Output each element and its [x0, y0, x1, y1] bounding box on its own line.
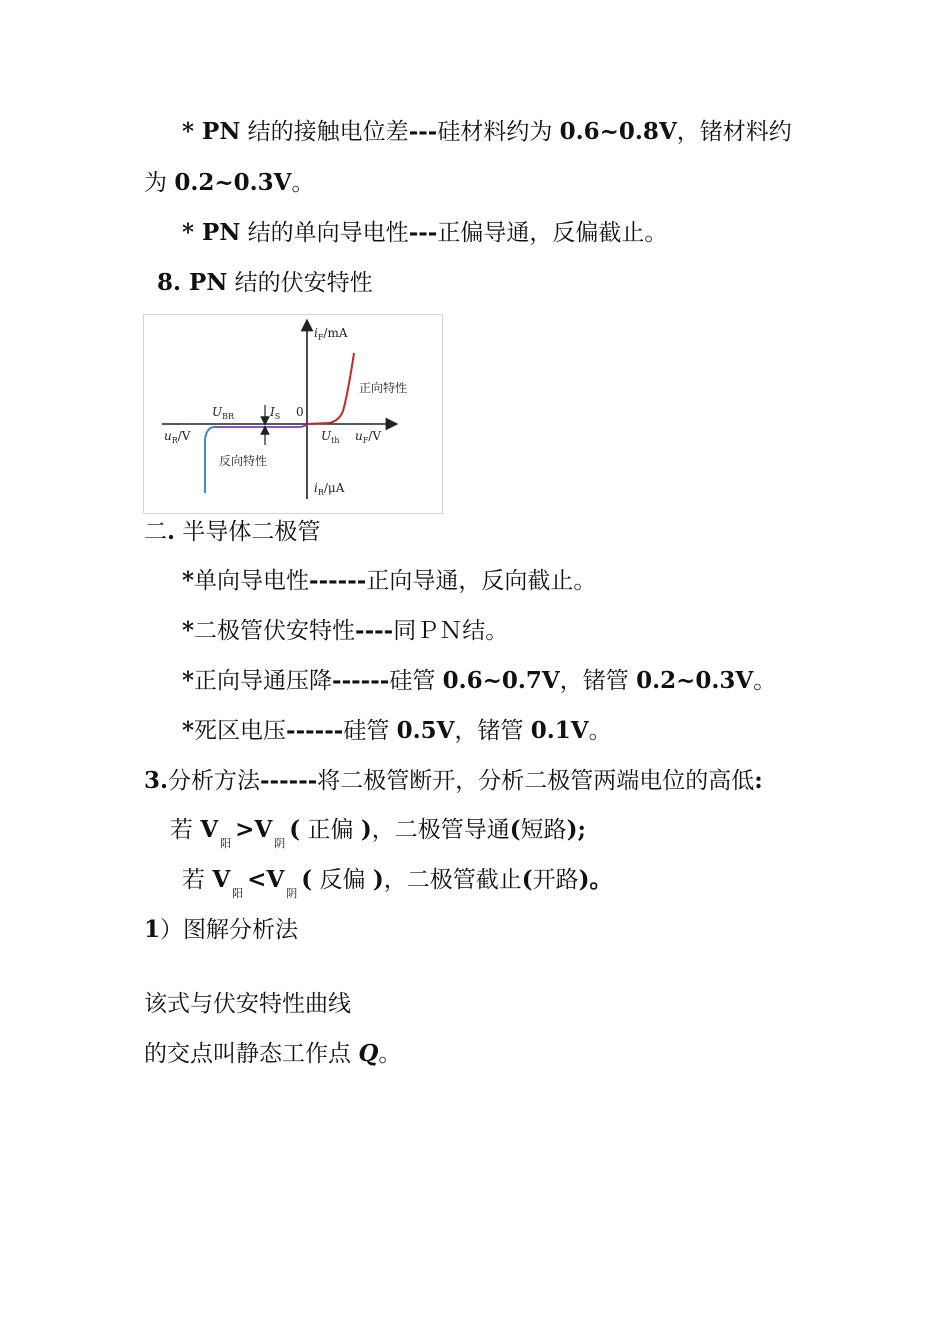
text: 。: [378, 1041, 402, 1067]
star: *: [182, 567, 195, 594]
para-dead-zone: [182, 716, 612, 746]
v-anode: V: [200, 816, 219, 843]
star: *: [182, 667, 195, 694]
text: 半导体二极管: [175, 519, 321, 545]
q-point: Q: [358, 1040, 379, 1067]
y-bottom-label: $i_R/\mu A$: [314, 481, 345, 497]
para-reverse-bias: [182, 865, 612, 899]
star: *: [182, 617, 195, 644]
origin-label: 0: [296, 405, 304, 419]
uf-axis-label: $u_F/V$: [355, 429, 382, 445]
value: 0.1V: [530, 717, 589, 744]
paren: (: [509, 816, 521, 843]
reverse-flat-curve: [214, 425, 307, 427]
dash: ------: [286, 717, 344, 744]
forward-characteristic-label: 正向特性: [359, 381, 408, 395]
text: 。: [588, 718, 612, 744]
text: 死区电压: [194, 718, 287, 744]
text: 该式与伏安特性曲线: [144, 991, 351, 1017]
cathode-sub: 阴: [286, 887, 298, 900]
uth-label: $U_{th}$: [321, 429, 340, 445]
text: 若: [170, 817, 201, 843]
para-analysis-method: [144, 766, 763, 796]
reverse-characteristic-label: 反向特性: [219, 454, 268, 468]
text: 。: [291, 170, 315, 196]
paren: ): [360, 816, 372, 843]
dash: ------: [260, 767, 318, 794]
paren: (: [521, 866, 533, 893]
para-pn-contact-potential-cont: [144, 168, 314, 198]
colon: :: [754, 767, 763, 794]
value: 0.6~0.7V: [442, 667, 560, 694]
text: 结的单向导电性: [240, 220, 409, 246]
text: 正向导通压降: [194, 668, 333, 694]
cathode-sub: 阴: [274, 837, 286, 850]
v-anode: V: [212, 866, 231, 893]
text: 同ＰＮ结。: [393, 618, 509, 644]
anode-sub: 阳: [220, 837, 232, 850]
star: *: [182, 717, 195, 744]
text: 硅管: [389, 668, 443, 694]
section-heading-diode: [144, 517, 320, 547]
value: 0.5V: [396, 717, 455, 744]
text: 为: [144, 170, 175, 196]
text: 正偏: [300, 817, 361, 843]
text: ）图解分析法: [160, 917, 299, 943]
value: 0.2~0.3V: [636, 667, 754, 694]
paren: );: [566, 816, 586, 843]
para-intersection-2: [144, 1039, 401, 1069]
bullet: *: [182, 219, 203, 246]
para-forward-drop: [182, 666, 776, 696]
dash: ------: [332, 667, 390, 694]
text: 二极管伏安特性: [194, 618, 356, 644]
text: ，二极管导通: [371, 817, 510, 843]
text: 正向导通，反向截止。: [366, 568, 597, 594]
text: 单向导电性: [194, 568, 310, 594]
anode-sub: 阳: [232, 887, 244, 900]
text: 将二极管断开，分析二极管两端电位的高低: [317, 768, 755, 794]
paren: (: [301, 866, 313, 893]
dash: ------: [309, 567, 367, 594]
bullet: *: [182, 118, 203, 145]
pn-term: PN: [202, 219, 241, 246]
dot: .: [167, 518, 176, 545]
text: 。: [753, 668, 777, 694]
text: 结的伏安特性: [227, 270, 373, 296]
comparison: >V: [235, 816, 273, 843]
para-diode-unidirectional: [182, 566, 596, 596]
pn-term: PN: [202, 118, 241, 145]
paren: (: [289, 816, 301, 843]
text: ，锗管: [454, 718, 531, 744]
text: 正偏导通，反偏截止。: [437, 220, 668, 246]
vi-curve-diagram: [144, 315, 442, 513]
text: ，锗管: [559, 668, 637, 694]
dash: ---: [408, 219, 438, 246]
comparison: <V: [247, 866, 285, 893]
paren: ): [372, 866, 384, 893]
value: 0.2~0.3V: [174, 169, 292, 196]
value: 0.6~0.8V: [559, 118, 677, 145]
text: 若: [182, 867, 213, 893]
para-intersection-1: [144, 989, 351, 1019]
breakdown-curve: [205, 427, 214, 493]
text: 反偏: [312, 867, 373, 893]
text: 硅管: [343, 718, 397, 744]
section-number: 8. PN: [157, 269, 228, 296]
is-label: $I_S$: [270, 405, 281, 421]
dash: ----: [355, 617, 394, 644]
ubr-label: $U_{BR}$: [212, 405, 235, 421]
text: 硅材料约为: [437, 119, 560, 145]
forward-curve: [307, 353, 354, 424]
section-heading-pn-vi: [157, 268, 373, 298]
text: 短路: [520, 817, 567, 843]
text: 的交点叫静态工作点: [144, 1041, 359, 1067]
para-graphical-method: [144, 915, 298, 945]
dash: ---: [408, 118, 438, 145]
paren: )。: [578, 866, 613, 893]
section-number: 3.: [144, 767, 169, 794]
para-pn-contact-potential: [182, 117, 792, 147]
para-pn-unidirectional: [182, 218, 667, 248]
text: 开路: [532, 867, 579, 893]
para-diode-vi: [182, 616, 508, 646]
ur-axis-label: $u_R/V$: [164, 429, 191, 445]
text: 分析方法: [168, 768, 261, 794]
para-forward-bias: [170, 815, 586, 849]
item-number: 1: [144, 916, 161, 943]
text: 二: [144, 519, 167, 545]
text: ，二极管截止: [383, 867, 522, 893]
text: 结的接触电位差: [240, 119, 409, 145]
y-top-label: $i_F/mA$: [314, 326, 348, 342]
pn-vi-characteristic-figure: [143, 314, 443, 514]
text: ，锗材料约: [676, 119, 792, 145]
